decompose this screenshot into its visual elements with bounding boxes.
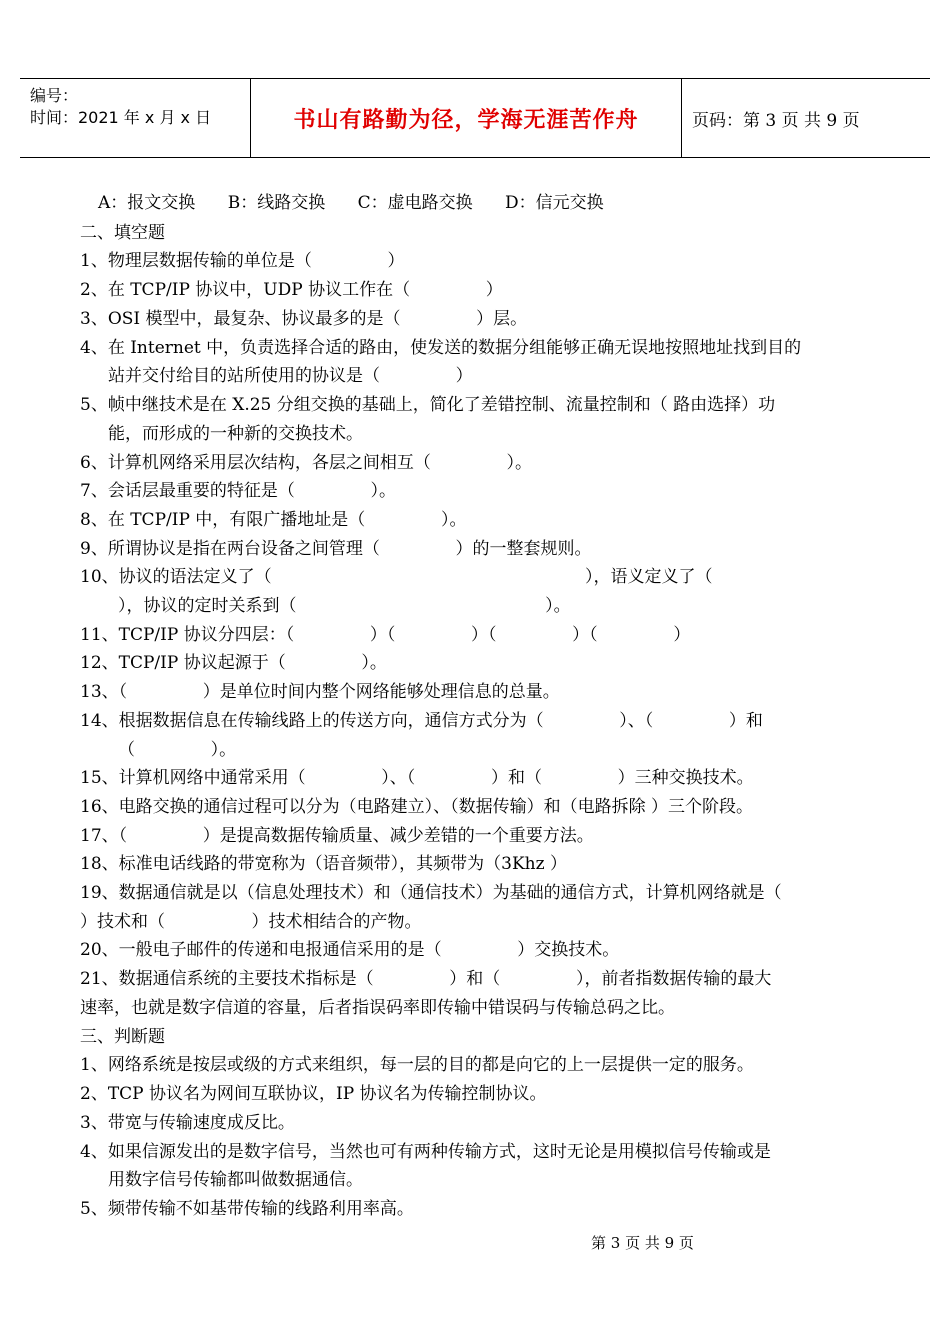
question-line: 6、计算机网络采用层次结构，各层之间相互（ ）。 bbox=[80, 453, 532, 473]
question-line: 16、电路交换的通信过程可以分为（电路建立）、（数据传输）和（电路拆除 ）三个阶段。 bbox=[80, 797, 754, 817]
header-page-label: 页码：第 3 页 共 9 页 bbox=[692, 110, 860, 131]
question-line: 13、（ ）是单位时间内整个网络能够处理信息的总量。 bbox=[80, 682, 560, 702]
question-line: 19、数据通信就是以（信息处理技术）和（通信技术）为基础的通信方式，计算机网络就是（ bbox=[80, 883, 782, 903]
section-heading-fill: 二、填空题 bbox=[80, 223, 165, 243]
header-motto: 书山有路勤为径，学海无涯苦作舟 bbox=[251, 79, 682, 157]
question-line: 4、在 Internet 中，负责选择合适的路由，使发送的数据分组能够正确无误地按照地址找到目的 bbox=[80, 338, 802, 358]
question-line: 1、网络系统是按层或级的方式来组织，每一层的目的都是向它的上一层提供一定的服务。 bbox=[80, 1055, 754, 1075]
question-line: 速率，也就是数字信道的容量，后者指误码率即传输中错误码与传输总码之比。 bbox=[80, 998, 675, 1018]
question-line: 14、根据数据信息在传输线路上的传送方向，通信方式分为（ ）、（ ）和 bbox=[80, 711, 763, 731]
question-line: 3、OSI 模型中，最复杂、协议最多的是（ ）层。 bbox=[80, 309, 528, 329]
question-line: 17、（ ）是提高数据传输质量、减少差错的一个重要方法。 bbox=[80, 826, 594, 846]
question-line: 12、TCP/IP 协议起源于（ ）。 bbox=[80, 653, 387, 673]
question-line: （ ）。 bbox=[118, 740, 237, 760]
question-line: 9、所谓协议是指在两台设备之间管理（ ）的一整套规则。 bbox=[80, 539, 592, 559]
question-line: 1、物理层数据传输的单位是（ ） bbox=[80, 251, 405, 271]
question-line: 3、带宽与传输速度成反比。 bbox=[80, 1113, 295, 1133]
page-footer: 第 3 页 共 9 页 bbox=[591, 1234, 694, 1252]
choice-options: A：报文交换 B：线路交换 C：虚电路交换 D：信元交换 bbox=[98, 193, 604, 213]
number-label: 编号： bbox=[30, 86, 79, 105]
question-line: ）技术和（ ）技术相结合的产物。 bbox=[80, 912, 422, 932]
question-line: 2、在 TCP/IP 协议中，UDP 协议工作在（ ） bbox=[80, 280, 503, 300]
question-line: 20、一般电子邮件的传递和电报通信采用的是（ ）交换技术。 bbox=[80, 940, 620, 960]
question-line: 用数字信号传输都叫做数据通信。 bbox=[108, 1170, 363, 1190]
question-line: 11、TCP/IP 协议分四层：（ ）（ ）（ ）（ ） bbox=[80, 625, 691, 645]
question-line: 15、计算机网络中通常采用（ ）、（ ）和（ ）三种交换技术。 bbox=[80, 768, 754, 788]
page-header bbox=[20, 78, 930, 158]
question-line: 10、协议的语法定义了（ ），语义定义了（ bbox=[80, 567, 713, 587]
question-line: 5、频带传输不如基带传输的线路利用率高。 bbox=[80, 1199, 414, 1219]
question-line: 2、TCP 协议名为网间互联协议，IP 协议名为传输控制协议。 bbox=[80, 1084, 547, 1104]
time-label: 时间：2021 年 x 月 x 日 bbox=[30, 108, 212, 127]
question-line: 站并交付给目的站所使用的协议是（ ） bbox=[108, 366, 473, 386]
question-line: 4、如果信源发出的是数字信号，当然也可有两种传输方式，这时无论是用模拟信号传输或是 bbox=[80, 1142, 771, 1162]
question-line: 能，而形成的一种新的交换技术。 bbox=[108, 424, 363, 444]
question-line: 7、会话层最重要的特征是（ ）。 bbox=[80, 481, 396, 501]
question-line: 18、标准电话线路的带宽称为（语音频带），其频带为（3Khz ） bbox=[80, 854, 567, 874]
section-heading-judge: 三、判断题 bbox=[80, 1027, 165, 1047]
question-line: 5、帧中继技术是在 X.25 分组交换的基础上，简化了差错控制、流量控制和（ 路由选择）功 bbox=[80, 395, 776, 415]
question-line: 21、数据通信系统的主要技术指标是（ ）和（ ），前者指数据传输的最大 bbox=[80, 969, 772, 989]
question-line: ），协议的定时关系到（ ）。 bbox=[118, 596, 571, 616]
header-meta bbox=[20, 79, 251, 157]
question-line: 8、在 TCP/IP 中，有限广播地址是（ ）。 bbox=[80, 510, 467, 530]
